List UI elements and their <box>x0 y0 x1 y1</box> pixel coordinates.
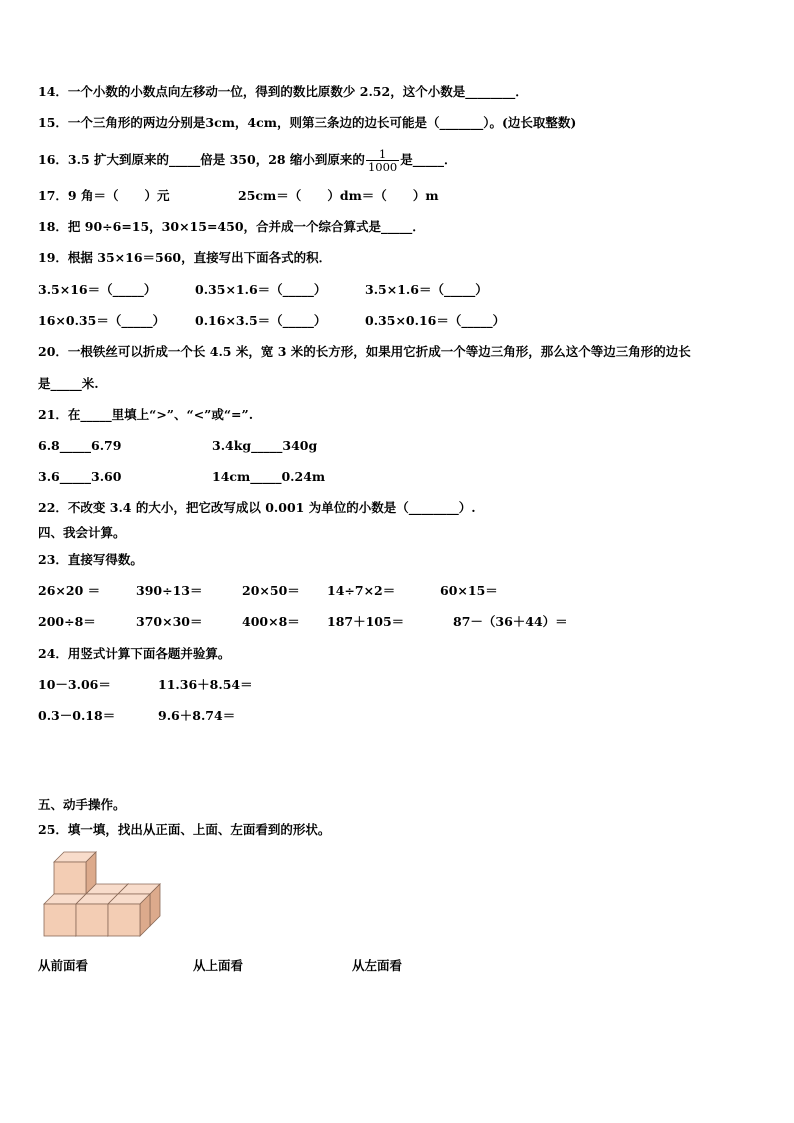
q24-item: 10－3.06＝ <box>38 677 111 692</box>
question-16 <box>38 148 456 173</box>
question-17-part-a: 17．9 角＝（ ）元 <box>38 188 170 203</box>
question-21-stem: 21．在_____里填上“>”、“<”或“=”. <box>38 407 254 422</box>
view-label-top: 从上面看 <box>193 958 244 973</box>
question-19-stem: 19．根据 35×16＝560，直接写出下面各式的积． <box>38 250 332 265</box>
q24-item: 0.3－0.18＝ <box>38 708 116 723</box>
q19-item: 0.35×1.6＝（_____） <box>195 282 327 297</box>
view-label-left: 从左面看 <box>352 958 403 973</box>
q19-item: 16×0.35＝（_____） <box>38 313 166 328</box>
q23-item: 370×30＝ <box>136 614 203 629</box>
view-label-front: 从前面看 <box>38 958 89 973</box>
question-20-line-1: 20．一根铁丝可以折成一个长 4.5 米，宽 3 米的长方形，如果用它折成一个等边三角形，那么这个等边三角形的边长 <box>38 344 691 359</box>
q23-item: 200÷8＝ <box>38 614 96 629</box>
q23-item: 187＋105＝ <box>327 614 405 629</box>
q21-item: 6.8_____6.79 <box>38 438 122 453</box>
section-5-heading: 五、动手操作。 <box>38 797 126 812</box>
question-20-line-2: 是_____米. <box>38 376 99 391</box>
q21-item: 3.4kg_____340g <box>212 438 318 453</box>
q23-item: 26×20 ＝ <box>38 583 101 598</box>
q19-item: 3.5×16＝（_____） <box>38 282 157 297</box>
q23-item: 390÷13＝ <box>136 583 203 598</box>
question-17-part-b: 25cm＝（ ）dm＝（ ）m <box>238 188 439 203</box>
q19-item: 0.16×3.5＝（_____） <box>195 313 327 328</box>
q19-item: 3.5×1.6＝（_____） <box>365 282 488 297</box>
cube-figure <box>40 846 180 946</box>
q24-item: 11.36＋8.54＝ <box>158 677 253 692</box>
question-25-stem: 25．填一填，找出从正面、上面、左面看到的形状。 <box>38 822 331 837</box>
fraction <box>366 148 399 173</box>
q23-item: 20×50＝ <box>242 583 300 598</box>
section-4-heading: 四、我会计算。 <box>38 525 126 540</box>
fraction-denominator: 1000 <box>367 160 398 174</box>
q21-item: 14cm_____0.24m <box>212 469 326 484</box>
question-16-before: 16．3.5 扩大到原来的_____倍是 350，28 缩小到原来的 <box>38 152 365 167</box>
q24-item: 9.6＋8.74＝ <box>158 708 236 723</box>
q19-item: 0.35×0.16＝（_____） <box>365 313 506 328</box>
question-24-stem: 24．用竖式计算下面各题并验算。 <box>38 646 231 661</box>
q23-item: 87－（36＋44）＝ <box>453 614 568 629</box>
q23-item: 14÷7×2＝ <box>327 583 396 598</box>
cube <box>54 852 96 894</box>
q23-item: 60×15＝ <box>440 583 498 598</box>
q21-item: 3.6_____3.60 <box>38 469 122 484</box>
q23-item: 400×8＝ <box>242 614 300 629</box>
question-23-stem: 23．直接写得数。 <box>38 552 143 567</box>
cube <box>108 894 150 936</box>
fraction-numerator: 1 <box>378 147 387 161</box>
question-22: 22．不改变 3.4 的大小，把它改写成以 0.001 为单位的小数是（________）. <box>38 500 476 515</box>
question-14: 14．一个小数的小数点向左移动一位，得到的数比原数少 2.52，这个小数是________． <box>38 84 528 99</box>
question-16-after: 是_____． <box>400 152 457 167</box>
question-15: 15．一个三角形的两边分别是3cm，4cm，则第三条边的边长可能是（_______）。(边长取整数) <box>38 115 577 130</box>
question-18: 18．把 90÷6=15，30×15=450，合并成一个综合算式是_____． <box>38 219 425 234</box>
